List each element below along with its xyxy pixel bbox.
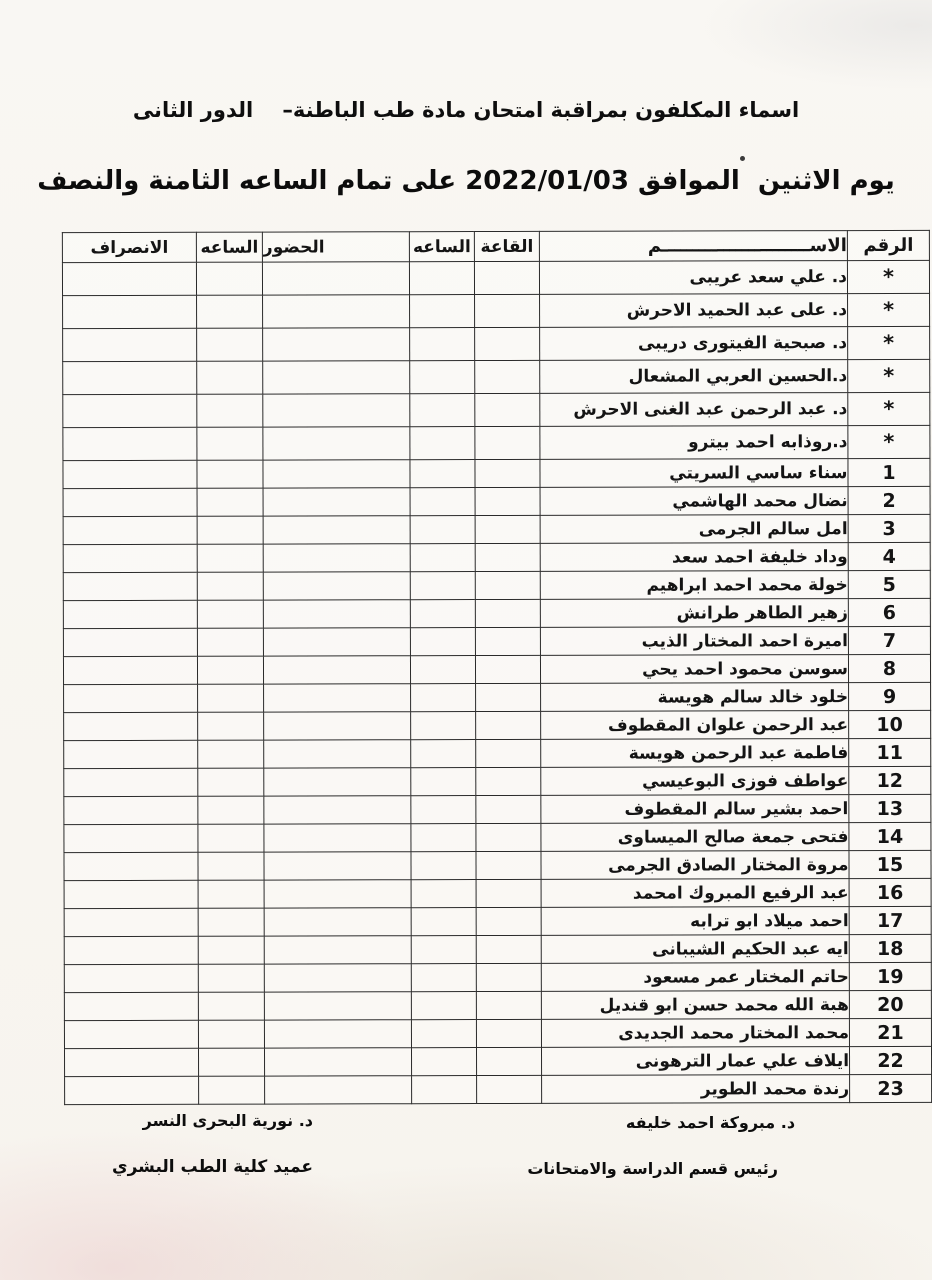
row-attendance-cell <box>263 544 410 572</box>
row-attendance-cell <box>263 516 410 544</box>
table-row <box>64 1046 931 1076</box>
row-departure-cell <box>63 628 197 656</box>
row-attendance-cell <box>263 361 410 394</box>
row-hall-cell <box>476 683 541 711</box>
row-departure-cell <box>63 656 197 684</box>
row-departure-cell <box>64 712 198 740</box>
row-hall-cell <box>475 393 540 426</box>
row-hour-leave-cell <box>197 628 263 656</box>
row-attendance-cell <box>263 427 410 460</box>
row-hall-cell <box>476 1047 541 1075</box>
row-hour-leave-cell <box>198 1020 264 1048</box>
row-attendance-cell <box>263 488 410 516</box>
row-departure-cell <box>63 572 197 600</box>
row-number-cell: 6 <box>848 598 930 626</box>
row-hour-leave-cell <box>196 262 262 295</box>
row-hour-attend-cell <box>411 796 476 824</box>
row-hour-attend-cell <box>411 824 476 852</box>
row-departure-cell <box>63 427 197 460</box>
header-hall: القاعة <box>474 231 539 261</box>
row-number-cell: * <box>848 359 930 392</box>
row-hour-attend-cell <box>410 295 475 328</box>
signature-right-title: رئيس قسم الدراسة والامتحانات <box>527 1159 778 1178</box>
table-row <box>64 962 931 992</box>
row-departure-cell <box>63 600 197 628</box>
table-row <box>65 1074 932 1104</box>
row-number-cell: 20 <box>849 990 931 1018</box>
row-name-cell: هبة الله محمد حسن ابو قنديل <box>541 991 849 1020</box>
row-hall-cell <box>475 571 540 599</box>
row-number-cell: 14 <box>849 822 931 850</box>
row-hall-cell <box>475 360 540 393</box>
row-attendance-cell <box>264 992 411 1020</box>
row-name-cell: خلود خالد سالم هويسة <box>541 683 849 712</box>
row-departure-cell <box>63 544 197 572</box>
row-attendance-cell <box>264 740 411 768</box>
row-hour-attend-cell <box>410 488 475 516</box>
table-row <box>64 1018 931 1048</box>
row-hour-leave-cell <box>198 796 264 824</box>
signature-left-title: عميد كلية الطب البشري <box>112 1157 313 1177</box>
table-row <box>63 326 930 361</box>
row-number-cell: * <box>848 425 930 458</box>
row-number-cell: 19 <box>849 962 931 990</box>
table-row <box>64 738 931 768</box>
row-departure-cell <box>63 460 197 488</box>
row-hour-leave-cell <box>197 488 263 516</box>
row-name-cell: فاطمة عبد الرحمن هويسة <box>541 739 849 768</box>
row-departure-cell <box>63 516 197 544</box>
row-hall-cell <box>475 543 540 571</box>
row-hall-cell <box>475 487 540 515</box>
row-departure-cell <box>64 880 198 908</box>
row-departure-cell <box>64 1048 198 1076</box>
row-hour-attend-cell <box>410 361 475 394</box>
row-hour-leave-cell <box>198 964 264 992</box>
table-row <box>63 598 930 628</box>
table-row <box>63 514 930 544</box>
table-row <box>64 822 931 852</box>
row-hour-leave-cell <box>198 880 264 908</box>
row-number-cell: 1 <box>848 458 930 486</box>
row-hall-cell <box>476 879 541 907</box>
row-number-cell: 23 <box>850 1074 932 1102</box>
row-name-cell: د.روذابه احمد بيترو <box>540 426 848 460</box>
row-name-cell: فتحى جمعة صالح الميساوى <box>541 823 849 852</box>
row-hour-leave-cell <box>197 656 263 684</box>
row-number-cell: * <box>848 326 930 359</box>
row-name-cell: وداد خليفة احمد سعد <box>540 543 848 572</box>
row-hour-leave-cell <box>197 295 263 328</box>
row-hour-attend-cell <box>410 628 475 656</box>
row-number-cell: 9 <box>849 682 931 710</box>
table-row <box>64 682 931 712</box>
row-hour-leave-cell <box>197 394 263 427</box>
invigilators-table-wrap <box>62 230 932 1105</box>
table-row <box>63 486 930 516</box>
row-hour-leave-cell <box>198 852 264 880</box>
row-hall-cell <box>475 627 540 655</box>
row-number-cell: 12 <box>849 766 931 794</box>
table-body <box>62 260 931 1104</box>
row-hour-attend-cell <box>411 768 476 796</box>
row-hour-attend-cell <box>411 964 476 992</box>
row-attendance-cell <box>263 656 410 684</box>
row-attendance-cell <box>264 964 411 992</box>
row-number-cell: 4 <box>848 542 930 570</box>
row-number-cell: 17 <box>849 906 931 934</box>
table-row <box>64 766 931 796</box>
row-number-cell: 18 <box>849 934 931 962</box>
row-hour-attend-cell <box>411 992 476 1020</box>
row-attendance-cell <box>264 712 411 740</box>
row-number-cell: 3 <box>848 514 930 542</box>
row-hour-leave-cell <box>198 740 264 768</box>
row-hour-attend-cell <box>411 740 476 768</box>
row-attendance-cell <box>263 572 410 600</box>
row-attendance-cell <box>263 328 410 361</box>
table-row <box>63 654 930 684</box>
header-departure: الانصراف <box>62 232 196 262</box>
row-hour-leave-cell <box>199 1076 265 1104</box>
table-row <box>64 990 931 1020</box>
row-name-cell: نضال محمد الهاشمي <box>540 487 848 516</box>
row-number-cell: 13 <box>849 794 931 822</box>
row-hall-cell <box>475 515 540 543</box>
row-attendance-cell <box>263 600 410 628</box>
row-name-cell: عبد الرحمن علوان المقطوف <box>541 711 849 740</box>
table-row <box>64 906 931 936</box>
signature-right-name: د. مبروكة احمد خليفه <box>625 1113 796 1132</box>
row-departure-cell <box>64 796 198 824</box>
row-attendance-cell <box>264 908 411 936</box>
row-hour-leave-cell <box>198 768 264 796</box>
row-departure-cell <box>64 908 198 936</box>
row-departure-cell <box>64 684 198 712</box>
row-number-cell: 2 <box>848 486 930 514</box>
row-name-cell: د. صبحية الفيتورى دريبى <box>540 327 848 361</box>
row-hour-attend-cell <box>411 1020 476 1048</box>
row-departure-cell <box>64 740 198 768</box>
row-departure-cell <box>64 852 198 880</box>
row-name-cell: عبد الرفيع المبروك امحمد <box>541 879 849 908</box>
row-departure-cell <box>64 936 198 964</box>
header-hour-leave: الساعه <box>196 232 262 262</box>
row-name-cell: خولة محمد احمد ابراهيم <box>540 571 848 600</box>
row-hour-leave-cell <box>198 1048 264 1076</box>
row-departure-cell <box>64 964 198 992</box>
row-hour-attend-cell <box>410 516 475 544</box>
row-hour-leave-cell <box>197 516 263 544</box>
row-attendance-cell <box>263 394 410 427</box>
row-attendance-cell <box>264 796 411 824</box>
row-name-cell: د. على عبد الحميد الاحرش <box>540 294 848 328</box>
row-attendance-cell <box>262 262 409 295</box>
row-hour-attend-cell <box>411 712 476 740</box>
row-number-cell: 11 <box>849 738 931 766</box>
row-hour-attend-cell <box>410 460 475 488</box>
row-hour-attend-cell <box>411 852 476 880</box>
row-hour-attend-cell <box>410 656 475 684</box>
row-hour-attend-cell <box>411 908 476 936</box>
row-hour-attend-cell <box>410 572 475 600</box>
row-name-cell: احمد ميلاد ابو ترابه <box>541 907 849 936</box>
row-departure-cell <box>64 824 198 852</box>
row-hall-cell <box>476 1019 541 1047</box>
row-hour-leave-cell <box>197 361 263 394</box>
row-hall-cell <box>476 991 541 1019</box>
row-name-cell: اميرة احمد المختار الذيب <box>540 627 848 656</box>
table-row <box>63 542 930 572</box>
row-name-cell: د. عبد الرحمن عبد الغنى الاحرش <box>540 393 848 427</box>
row-hour-leave-cell <box>197 572 263 600</box>
row-attendance-cell <box>264 936 411 964</box>
table-row <box>64 710 931 740</box>
row-attendance-cell <box>264 684 411 712</box>
row-hall-cell <box>476 795 541 823</box>
row-hour-leave-cell <box>197 460 263 488</box>
row-hour-leave-cell <box>198 908 264 936</box>
table-row <box>64 878 931 908</box>
row-hour-leave-cell <box>197 328 263 361</box>
row-departure-cell <box>64 768 198 796</box>
row-hour-leave-cell <box>198 936 264 964</box>
table-row <box>63 458 930 488</box>
table-row <box>62 260 929 295</box>
table-row <box>63 392 930 427</box>
invigilators-table <box>62 230 932 1105</box>
row-departure-cell <box>63 488 197 516</box>
row-hour-attend-cell <box>410 544 475 572</box>
row-departure-cell <box>63 361 197 394</box>
row-name-cell: امل سالم الجرمى <box>540 515 848 544</box>
row-number-cell: 5 <box>848 570 930 598</box>
row-hall-cell <box>476 935 541 963</box>
row-name-cell: حاتم المختار عمر مسعود <box>541 963 849 992</box>
table-row <box>63 570 930 600</box>
row-departure-cell <box>62 262 196 295</box>
row-attendance-cell <box>263 460 410 488</box>
row-hour-leave-cell <box>198 824 264 852</box>
scan-speck-dot <box>740 156 745 161</box>
row-name-cell: عواطف فوزى البوعيسي <box>541 767 849 796</box>
row-name-cell: ايلاف علي عمار الترهونى <box>541 1047 849 1076</box>
row-name-cell: سوسن محمود احمد يحي <box>540 655 848 684</box>
row-attendance-cell <box>265 1076 412 1104</box>
header-name: الاســــــــــــــــــــــــم <box>539 231 847 262</box>
row-number-cell: 21 <box>849 1018 931 1046</box>
row-number-cell: 10 <box>849 710 931 738</box>
row-name-cell: ايه عبد الحكيم الشيبانى <box>541 935 849 964</box>
table-row <box>64 794 931 824</box>
document-title-line-2: يوم الاثنين الموافق 2022/01/03 على تمام الساعه الثامنة والنصف <box>37 166 895 196</box>
row-name-cell: سناء ساسي السريتي <box>540 459 848 488</box>
row-attendance-cell <box>264 880 411 908</box>
row-departure-cell <box>63 295 197 328</box>
row-departure-cell <box>64 992 198 1020</box>
row-number-cell: 7 <box>848 626 930 654</box>
row-name-cell: زهير الطاهر طرانش <box>540 599 848 628</box>
row-hour-leave-cell <box>197 544 263 572</box>
signature-left-name: د. نورية البحرى النسر <box>142 1111 313 1130</box>
row-departure-cell <box>65 1076 199 1104</box>
row-number-cell: * <box>848 392 930 425</box>
row-hall-cell <box>476 963 541 991</box>
row-attendance-cell <box>264 1020 411 1048</box>
table-row <box>63 425 930 460</box>
row-name-cell: احمد بشير سالم المقطوف <box>541 795 849 824</box>
row-hour-leave-cell <box>198 684 264 712</box>
header-hour-attend: الساعه <box>409 232 474 262</box>
row-hour-attend-cell <box>411 880 476 908</box>
row-hall-cell <box>476 907 541 935</box>
header-number: الرقم <box>847 230 929 260</box>
row-attendance-cell <box>263 295 410 328</box>
row-name-cell: رندة محمد الطوير <box>542 1075 850 1104</box>
row-hour-attend-cell <box>411 684 476 712</box>
table-row <box>63 359 930 394</box>
row-attendance-cell <box>264 768 411 796</box>
row-departure-cell <box>63 328 197 361</box>
row-attendance-cell <box>264 1048 411 1076</box>
table-row <box>64 934 931 964</box>
row-name-cell: محمد المختار محمد الجديدى <box>541 1019 849 1048</box>
table-row <box>64 850 931 880</box>
row-number-cell: 8 <box>848 654 930 682</box>
row-hall-cell <box>476 767 541 795</box>
row-attendance-cell <box>264 824 411 852</box>
document-title-line-1: اسماء المكلفون بمراقبة امتحان مادة طب الباطنة– الدور الثانى <box>132 98 800 122</box>
row-hall-cell <box>475 459 540 487</box>
row-hour-leave-cell <box>198 712 264 740</box>
row-hour-attend-cell <box>409 262 474 295</box>
row-hour-attend-cell <box>410 328 475 361</box>
row-departure-cell <box>64 1020 198 1048</box>
row-number-cell: * <box>848 293 930 326</box>
row-attendance-cell <box>264 852 411 880</box>
row-hall-cell <box>475 327 540 360</box>
row-hall-cell <box>476 851 541 879</box>
row-hall-cell <box>475 426 540 459</box>
row-hour-attend-cell <box>411 1048 476 1076</box>
row-hall-cell <box>474 261 539 294</box>
row-departure-cell <box>63 394 197 427</box>
row-hour-attend-cell <box>410 427 475 460</box>
row-name-cell: د. علي سعد عريبى <box>539 261 847 295</box>
row-hour-leave-cell <box>197 427 263 460</box>
row-hour-leave-cell <box>198 992 264 1020</box>
table-header-row <box>62 230 929 262</box>
row-number-cell: 16 <box>849 878 931 906</box>
row-hall-cell <box>475 599 540 627</box>
row-attendance-cell <box>263 628 410 656</box>
row-hall-cell <box>477 1075 542 1103</box>
row-hall-cell <box>476 711 541 739</box>
table-row <box>63 293 930 328</box>
table-row <box>63 626 930 656</box>
row-hour-attend-cell <box>410 394 475 427</box>
row-hall-cell <box>476 823 541 851</box>
row-name-cell: د.الحسين العربي المشعال <box>540 360 848 394</box>
header-attendance: الحضور <box>262 232 409 262</box>
row-hour-attend-cell <box>410 600 475 628</box>
row-hall-cell <box>475 294 540 327</box>
row-number-cell: 22 <box>849 1046 931 1074</box>
row-number-cell: 15 <box>849 850 931 878</box>
row-number-cell: * <box>847 260 929 293</box>
row-hall-cell <box>475 655 540 683</box>
row-hall-cell <box>476 739 541 767</box>
row-name-cell: مروة المختار الصادق الجرمى <box>541 851 849 880</box>
row-hour-leave-cell <box>197 600 263 628</box>
row-hour-attend-cell <box>412 1076 477 1104</box>
row-hour-attend-cell <box>411 936 476 964</box>
